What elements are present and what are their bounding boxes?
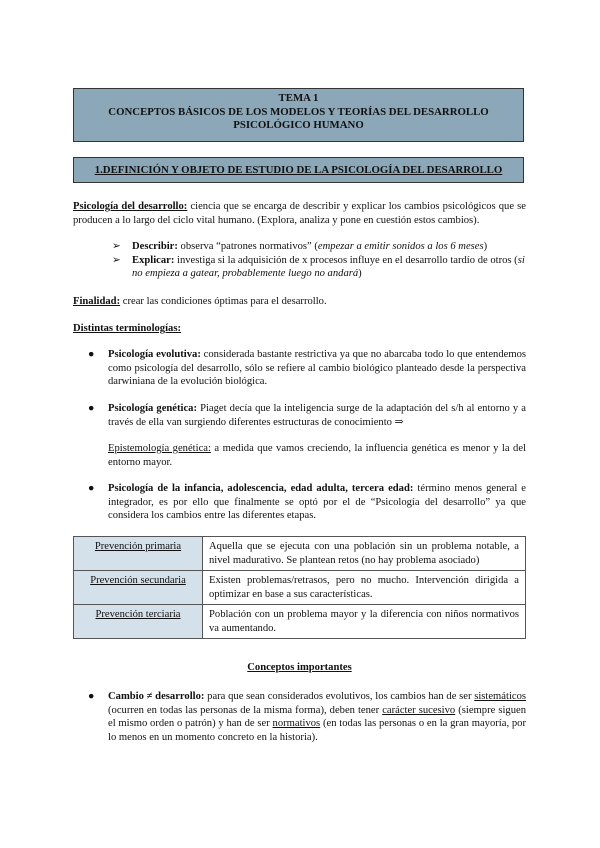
arrow-end: ) bbox=[483, 241, 488, 252]
epistemologia-text: a medida que vamos creciendo, la influencia genética es menor y la del entorno mayor. bbox=[108, 443, 526, 468]
definition-paragraph bbox=[73, 200, 526, 227]
arrow-item-describir bbox=[112, 240, 526, 253]
arrow-example: si no empieza a gatear, probablemente luego no andará bbox=[132, 255, 525, 279]
epistemologia-term: Epistemología genética: bbox=[108, 443, 211, 454]
underlined-term: sistemáticos bbox=[474, 691, 527, 702]
section-heading-box bbox=[73, 157, 524, 183]
bullet-icon: ● bbox=[88, 483, 95, 494]
finalidad-term: Finalidad: bbox=[73, 296, 121, 307]
table-key-cell: Prevención primaria bbox=[74, 537, 203, 571]
chapter-title-line1: CONCEPTOS BÁSICOS DE LOS MODELOS Y TEORÍAS DEL DESARROLLO bbox=[108, 105, 489, 118]
chapter-number: TEMA 1 bbox=[278, 92, 319, 104]
bullet-text: Piaget decía que la inteligencia surge de la adaptación del s/h al entorno y a través de ella van surgiendo diferentes estructuras de conocimiento ⇒ bbox=[108, 403, 527, 428]
list-item bbox=[88, 348, 526, 389]
table-key-cell: Prevención terciaria bbox=[74, 605, 203, 639]
definition-text: ciencia que se encarga de describir y explicar los cambios psicológicos que se producen a lo largo del ciclo vital humano. (Explora, analiza y pone en cuestión estos cambios). bbox=[73, 201, 526, 226]
conceptos-heading: Conceptos importantes bbox=[247, 662, 352, 673]
finalidad-text: crear las condiciones óptimas para el desarrollo. bbox=[120, 296, 327, 307]
arrow-term: Describir: bbox=[132, 241, 178, 252]
list-item bbox=[88, 402, 527, 429]
arrow-text: investiga si la adquisición de x procesos influye en el desarrollo tardío de otros ( bbox=[174, 255, 518, 266]
arrow-bullet-icon: ➢ bbox=[112, 241, 121, 252]
terminologias-heading: Distintas terminologías: bbox=[73, 323, 181, 334]
finalidad-paragraph bbox=[73, 295, 526, 309]
table-value-cell: Población con un problema mayor y la diferencia con niños normativos va aumentando. bbox=[203, 605, 526, 639]
bullet-icon: ● bbox=[88, 691, 95, 702]
arrow-example: empezar a emitir sonidos a los 6 meses bbox=[317, 241, 484, 252]
table-row bbox=[74, 605, 526, 639]
chapter-title-box bbox=[73, 88, 524, 142]
table-value-cell: Aquella que se ejecuta con una población sin un problema notable, a nivel madurativo. Se plantean retos (no hay problema asociado) bbox=[203, 537, 526, 571]
arrow-bullet-icon: ➢ bbox=[112, 255, 121, 266]
table-row bbox=[74, 571, 526, 605]
cambio-item: ● Cambio ≠ desarrollo: para que sean considerados evolutivos, los cambios han de ser sistemáticos (ocurren en todas las personas de la misma forma), deben tener carácter sucesivo (siempre siguen el mismo orden o patrón) y han de ser normativos (en todas las personas o en la gran mayoría, por lo menos en un momento concreto en la historia). bbox=[88, 691, 527, 743]
epistemologia-paragraph bbox=[108, 442, 526, 469]
table-row bbox=[74, 537, 526, 571]
arrow-term: Explicar: bbox=[132, 255, 175, 266]
arrow-end: ) bbox=[358, 268, 362, 279]
bullet-text: término menos general e integrador, es por ello que finalmente se optó por el de “Psicología del desarrollo” ya que considera los cambios entre las diferentes etapas. bbox=[108, 483, 526, 521]
table-value-cell: Existen problemas/retrasos, pero no mucho. Intervención dirigida a optimizar en base a sus características. bbox=[203, 571, 526, 605]
bullet-term: Psicología genética: bbox=[108, 403, 197, 414]
bullet-icon: ● bbox=[88, 403, 95, 414]
underlined-term: normativos bbox=[272, 718, 321, 729]
definition-term: Psicología del desarrollo: bbox=[73, 201, 188, 212]
section-heading: 1.DEFINICIÓN Y OBJETO DE ESTUDIO DE LA PSICOLOGÍA DEL DESARROLLO bbox=[94, 164, 503, 176]
underlined-term: carácter sucesivo bbox=[382, 704, 456, 716]
arrow-item-explicar bbox=[112, 254, 526, 280]
bullet-term: Psicología evolutiva: bbox=[108, 349, 201, 360]
table-key-cell: Prevención secundaria bbox=[74, 571, 203, 605]
cambio-term: Cambio ≠ desarrollo: bbox=[108, 691, 205, 702]
list-item bbox=[88, 482, 526, 523]
bullet-icon: ● bbox=[88, 349, 95, 360]
arrow-text: observa “patrones normativos” ( bbox=[177, 241, 318, 252]
bullet-text: considerada bastante restrictiva ya que no abarcaba todo lo que entendemos como psicología del desarrollo, sólo se refiere al cambio biológico planteado desde la perspectiva darwiniana de la evolución biológica. bbox=[108, 349, 526, 387]
chapter-title-line2: PSICOLÓGICO HUMANO bbox=[233, 119, 364, 131]
prevention-table bbox=[73, 536, 526, 639]
bullet-term: Psicología de la infancia, adolescencia, edad adulta, tercera edad: bbox=[108, 483, 414, 494]
